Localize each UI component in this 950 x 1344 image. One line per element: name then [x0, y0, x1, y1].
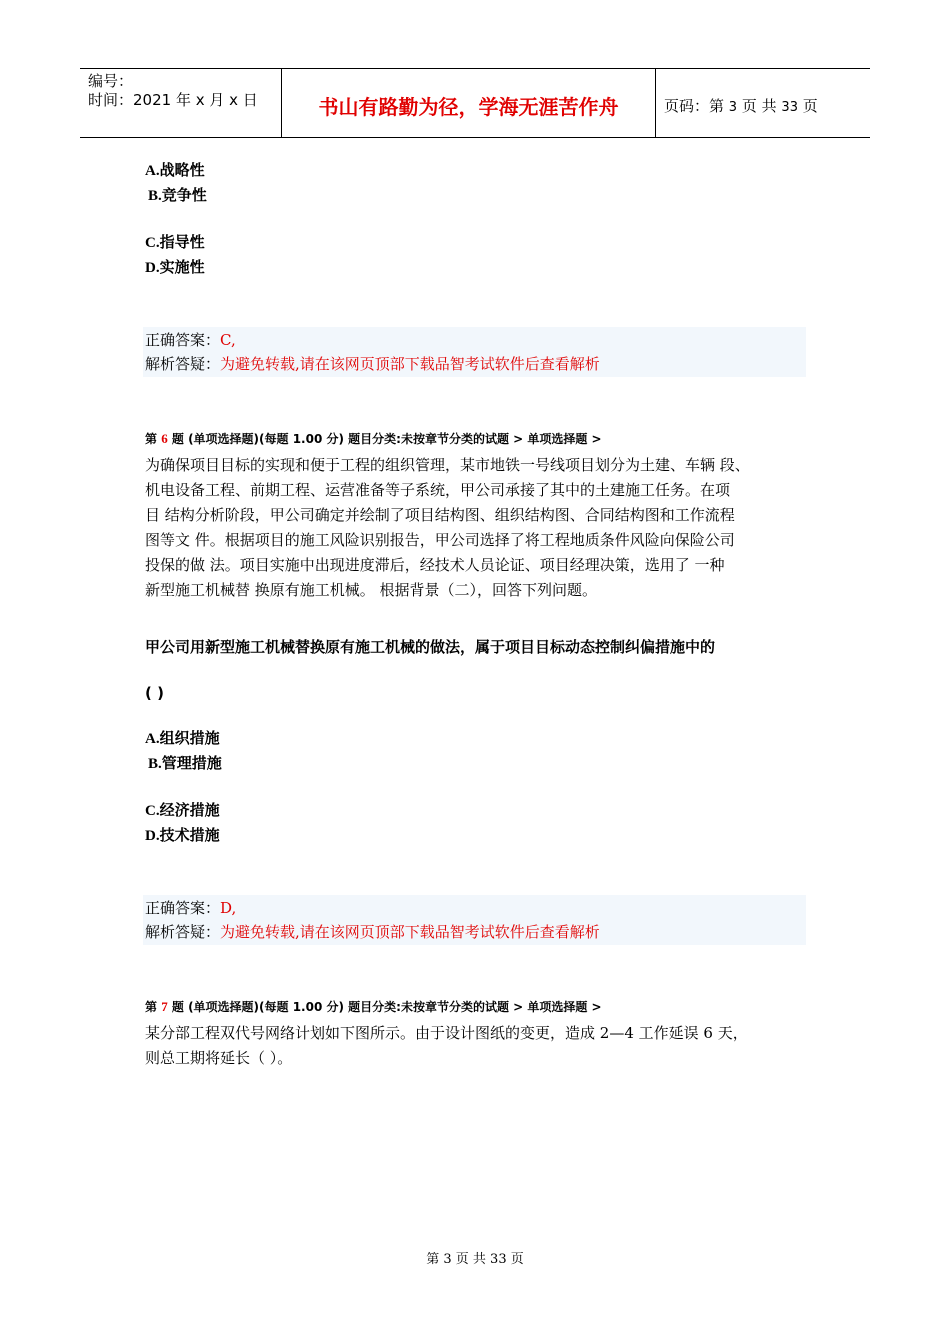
q5-answer: 正确答案：C,: [145, 331, 236, 349]
q5-option-a: A.战略性: [145, 161, 205, 179]
q5-analysis-link[interactable]: 为避免转载,请在该网页顶部下载品智考试软件后查看解析: [220, 355, 600, 373]
q7-header: 第 7 题 (单项选择题)(每题 1.00 分) 题目分类:未按章节分类的试题 > 单项选择题 >: [145, 999, 602, 1014]
q6-option-c: C.经济措施: [145, 801, 220, 819]
q6-body-line: 新型施工机械替 换原有施工机械。 根据背景（二），回答下列问题。: [145, 581, 598, 599]
q6-option-a: A.组织措施: [145, 729, 220, 747]
q6-analysis-link[interactable]: 为避免转载,请在该网页顶部下载品智考试软件后查看解析: [220, 923, 600, 941]
header-page-info: [655, 69, 870, 137]
header-motto: 书山有路勤为径，学海无涯苦作舟: [318, 95, 619, 119]
page-current: 3: [728, 100, 738, 115]
q7-body-line: 则总工期将延长（ ）。: [145, 1049, 293, 1067]
q7-number: 7: [161, 999, 168, 1014]
q6-option-b: B.管理措施: [148, 754, 222, 772]
q5-answer-value: C,: [220, 331, 236, 349]
page-indicator: [664, 95, 818, 116]
page-suffix: 页: [802, 97, 818, 115]
q6-body-line: 投保的做 法。项目实施中出现进度滞后，经技术人员论证、项目经理决策，选用了 一种: [145, 556, 725, 574]
doc-time: 时间：2021 年 x 月 x 日: [88, 91, 258, 109]
q5-answer-box: [143, 327, 806, 377]
page-footer: 第 3 页 共 33 页: [426, 1252, 524, 1267]
page-total: 33: [781, 100, 798, 115]
header-meta: [80, 69, 280, 137]
q6-option-d: D.技术措施: [145, 826, 220, 844]
q6-body-line: 图等文 件。根据项目的施工风险识别报告，甲公司选择了将工程地质条件风险向保险公司: [145, 531, 735, 549]
q6-number: 6: [161, 431, 168, 446]
q5-option-d: D.实施性: [145, 258, 205, 276]
q5-analysis: 解析答疑：为避免转载,请在该网页顶部下载品智考试软件后查看解析: [145, 355, 600, 373]
q6-body-line: 目 结构分析阶段，甲公司确定并绘制了项目结构图、组织结构图、合同结构图和工作流程: [145, 506, 735, 524]
q6-header: 第 6 题 (单项选择题)(每题 1.00 分) 题目分类:未按章节分类的试题 > 单项选择题 >: [145, 431, 602, 446]
q6-body-line: 为确保项目目标的实现和便于工程的组织管理，某市地铁一号线项目划分为土建、车辆 段、: [145, 456, 750, 474]
q5-option-c: C.指导性: [145, 233, 205, 251]
header-motto-cell: [281, 69, 656, 137]
q6-answer: 正确答案：D,: [145, 899, 237, 917]
page-header: [80, 68, 870, 138]
q5-option-b: B.竞争性: [148, 186, 207, 204]
q7-body: [145, 1021, 825, 1071]
page-mid: 页 共: [741, 97, 777, 115]
q6-analysis: 解析答疑：为避免转载,请在该网页顶部下载品智考试软件后查看解析: [145, 923, 600, 941]
q6-stem: 甲公司用新型施工机械替换原有施工机械的做法，属于项目目标动态控制纠偏措施中的: [145, 638, 716, 656]
q6-body: [145, 453, 825, 603]
q6-paren: ( ): [145, 684, 164, 702]
q6-answer-value: D,: [220, 899, 237, 917]
q6-answer-box: [143, 895, 806, 945]
doc-number-label: 编号：: [88, 72, 134, 90]
page-prefix: 页码：第: [664, 97, 725, 115]
q7-body-line: 某分部工程双代号网络计划如下图所示。由于设计图纸的变更，造成 2—4 工作延误 6 天，: [145, 1024, 748, 1042]
q6-body-line: 机电设备工程、前期工程、运营准备等子系统，甲公司承接了其中的土建施工任务。在项: [145, 481, 731, 499]
